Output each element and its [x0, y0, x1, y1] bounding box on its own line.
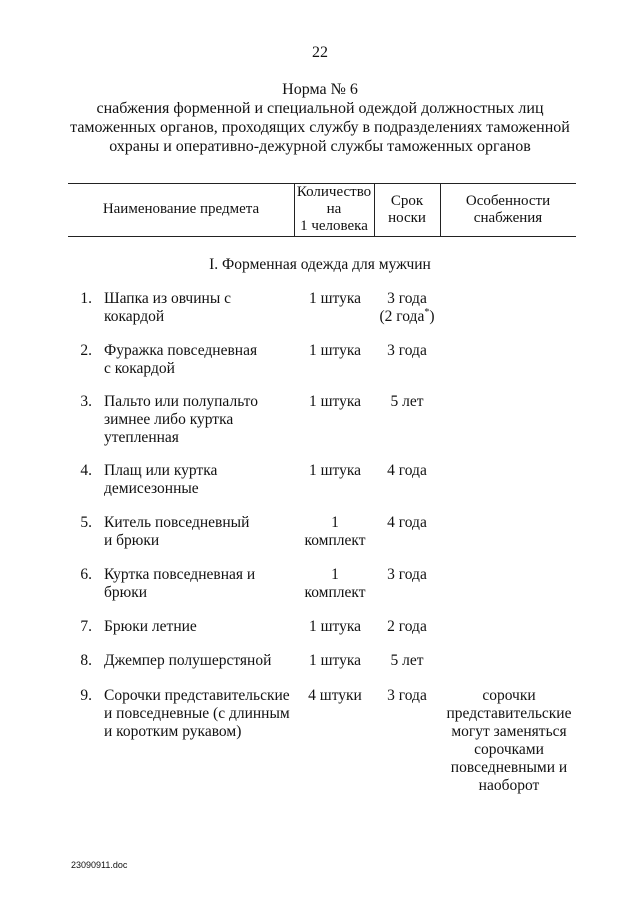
item-name: Плащ или куртка демисезонные	[104, 462, 218, 497]
item-term: 4 года	[387, 514, 427, 531]
document-heading	[0, 80, 640, 156]
item-term: 3 года	[387, 687, 427, 704]
heading-line: снабжения форменной и специальной одеждой должностных лиц	[96, 100, 544, 117]
item-name: Пальто или полупальто зимнее либо куртка утепленная	[104, 393, 258, 446]
heading-line: таможенных органов, проходящих службу в подразделениях таможенной	[70, 119, 570, 136]
item-quantity: 1 комплект	[304, 514, 366, 549]
row-number: 6.	[80, 566, 92, 583]
footnote-mark: *	[424, 306, 430, 318]
item-term: 3 года (2 года*)	[379, 290, 435, 325]
item-name: Сорочки представительские и повседневные (с длинным и коротким рукавом)	[104, 687, 290, 740]
item-quantity: 1 комплект	[304, 566, 366, 601]
row-number: 5.	[80, 514, 92, 531]
row-number: 8.	[80, 652, 92, 669]
item-term: 4 года	[387, 462, 427, 479]
row-number: 2.	[80, 342, 92, 359]
table-header-bottom-rule	[68, 236, 576, 237]
item-term: 5 лет	[390, 393, 424, 410]
item-quantity: 1 штука	[308, 342, 362, 359]
item-name: Китель повседневный и брюки	[104, 514, 250, 549]
item-term: 3 года	[387, 566, 427, 583]
item-quantity: 1 штука	[308, 462, 362, 479]
row-number: 9.	[80, 687, 92, 704]
row-number: 7.	[80, 618, 92, 635]
page-number: 22	[312, 44, 328, 61]
item-name: Брюки летние	[104, 618, 197, 635]
header-term: Срок носки	[388, 192, 426, 226]
row-number: 4.	[80, 462, 92, 479]
item-term: 3 года	[387, 342, 427, 359]
header-notes: Особенности снабжения	[465, 192, 551, 226]
row-number: 1.	[80, 290, 92, 307]
item-term: 5 лет	[390, 652, 424, 669]
header-name: Наименование предмета	[102, 201, 260, 217]
row-number: 3.	[80, 393, 92, 410]
norm-title: Норма № 6	[282, 81, 358, 98]
item-quantity: 1 штука	[308, 290, 362, 307]
item-notes: сорочки представительские могут заменяться сорочками повседневными и наоборот	[446, 687, 572, 794]
item-name: Куртка повседневная и брюки	[104, 566, 256, 601]
item-quantity: 4 штуки	[308, 687, 362, 704]
item-term: 2 года	[387, 618, 427, 635]
item-quantity: 1 штука	[308, 393, 362, 410]
section-title: I. Форменная одежда для мужчин	[209, 256, 431, 273]
item-name: Шапка из овчины с кокардой	[104, 290, 231, 325]
heading-line: охраны и оперативно-дежурной службы таможенных органов	[109, 138, 531, 155]
item-name: Джемпер полушерстяной	[104, 652, 272, 669]
item-quantity: 1 штука	[308, 618, 362, 635]
header-quantity: Количество на 1 человека	[296, 184, 372, 234]
document-file-id: 23090911.doc	[71, 860, 128, 870]
item-quantity: 1 штука	[308, 652, 362, 669]
item-name: Фуражка повседневная с кокардой	[104, 342, 258, 377]
